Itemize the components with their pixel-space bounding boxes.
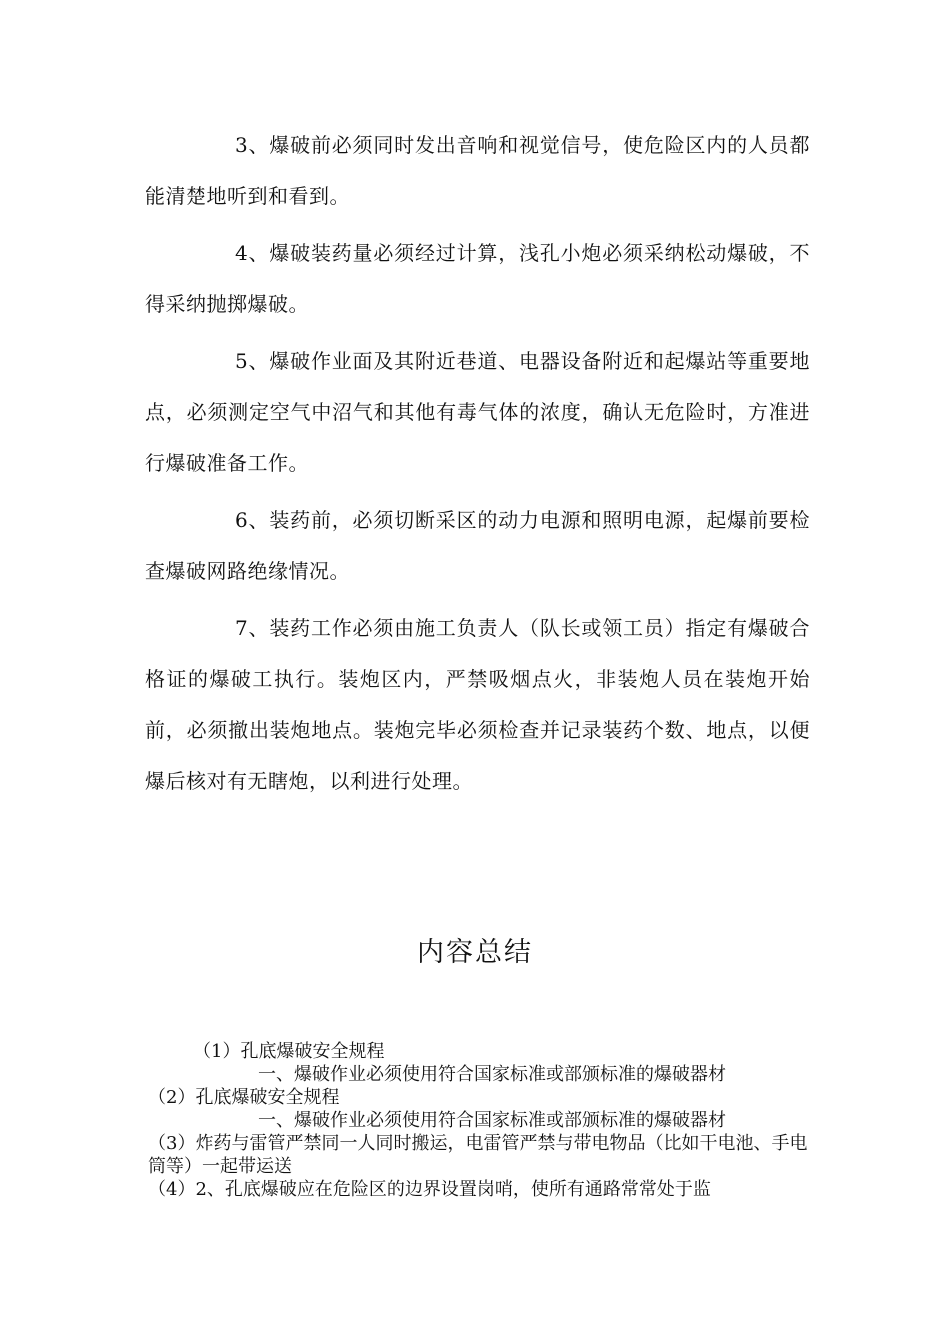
paragraph-4: 4、爆破装药量必须经过计算，浅孔小炮必须采纳松动爆破，不得采纳抛掷爆破。 [145, 241, 810, 316]
summary-line-5: （3）炸药与雷管严禁同一人同时搬运，电雷管严禁与带电物品（比如干电池、手电筒等）一起带运送 [148, 1133, 808, 1177]
summary-section [148, 1040, 808, 1201]
summary-line-2: 一、爆破作业必须使用符合国家标准或部颁标准的爆破器材 [258, 1064, 726, 1085]
summary-title: 内容总结 [417, 937, 533, 968]
document-body [145, 120, 810, 813]
paragraph-5: 5、爆破作业面及其附近巷道、电器设备附近和起爆站等重要地点，必须测定空气中沼气和其他有毒气体的浓度，确认无危险时，方准进行爆破准备工作。 [145, 349, 810, 475]
summary-line-1: （1）孔底爆破安全规程 [193, 1041, 385, 1062]
paragraph-3: 3、爆破前必须同时发出音响和视觉信号，使危险区内的人员都能清楚地听到和看到。 [145, 133, 810, 208]
paragraph-6: 6、装药前，必须切断采区的动力电源和照明电源，起爆前要检查爆破网路绝缘情况。 [145, 508, 810, 583]
summary-line-6: （4）2、孔底爆破应在危险区的边界设置岗哨，使所有通路常常处于监 [148, 1179, 711, 1200]
paragraph-7: 7、装药工作必须由施工负责人（队长或领工员）指定有爆破合格证的爆破工执行。装炮区内，严禁吸烟点火，非装炮人员在装炮开始前，必须撤出装炮地点。装炮完毕必须检查并记录装药个数、地点，以便爆后核对有无瞎炮，以利进行处理。 [145, 616, 810, 793]
summary-line-4: 一、爆破作业必须使用符合国家标准或部颁标准的爆破器材 [258, 1110, 726, 1131]
summary-line-3: （2）孔底爆破安全规程 [148, 1087, 340, 1108]
